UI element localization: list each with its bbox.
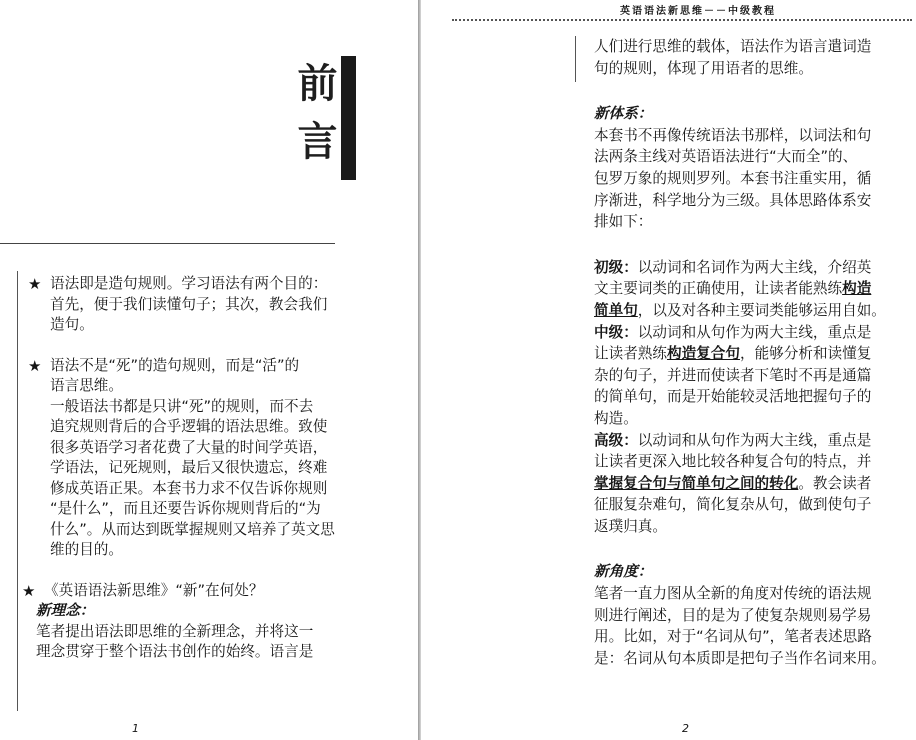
- section-angle: 新角度： 笔者一直力图从全新的角度对传统的语法规 则进行阐述，目的是为了使复杂规则易学易 用。比如，对于“名词从句”，笔者表述思路 是：名词从句本质即是把句子当作名词来用。: [594, 561, 912, 669]
- header-divider: [0, 243, 335, 244]
- margin-line: [575, 36, 576, 82]
- star-icon: ★: [28, 356, 42, 375]
- right-page: [422, 0, 916, 740]
- bullet-item: ★ 语法不是“死”的造句规则，而是“活”的 语言思维。 一般语法书都是只讲“死”的规则，而不去 追究规则背后的合乎逻辑的语法思维。致使 很多英语学习者花费了大量的时间学英语， 学语法，记死规则，最后又很快遗忘，终难 修成英语正果。本套书力求不仅告诉你规则 “是什么”，而且还要告诉你规则背后的“为 什么”。从而达到既掌握规则又培养了英文思 维的目的。: [28, 356, 335, 558]
- title-decoration-bar: [341, 56, 356, 180]
- level-label-intermediate: 中级：: [594, 323, 638, 341]
- star-icon: ★: [22, 581, 36, 600]
- margin-line: [17, 271, 18, 711]
- bullet-item: ★ 语法即是造句规则。学习语法有两个目的： 首先，便于我们读懂句子；其次，教会我们 造句。: [28, 275, 328, 333]
- preface-body-continued: [594, 36, 912, 669]
- level-label-beginner: 初级：: [594, 258, 638, 276]
- paragraph: 人们进行思维的载体，语法作为语言遣词造 句的规则，体现了用语者的思维。: [594, 38, 872, 77]
- section-heading: 新体系：: [594, 105, 653, 123]
- page-title: 前言: [291, 62, 338, 178]
- level-label-advanced: 高级：: [594, 431, 638, 449]
- section-levels: 初级：以动词和名词作为两大主线，介绍英 文主要词类的正确使用，让读者能熟练构造 简单句，以及对各种主要词类能够运用自如。 中级：以动词和从句作为两大主线，重点是 让读者熟练构造复合句，能够分析和读懂复 杂的句子，并进而使读者下笔时不再是通篇 的简单句，而是开始能较灵活地把握句子的 构造。 高级：以动词和从句作为两大主线，重点是 让读者更深入地比较各种复合句的特点，并 掌握复合句与简单句之间的转化。教会读者 征服复杂难句，简化复杂从句，做到使句子 返璞归真。: [594, 258, 886, 535]
- section-heading: 新角度：: [594, 563, 653, 581]
- sub-heading: 新理念：: [36, 602, 95, 619]
- section-system: 新体系： 本套书不再像传统语法书那样，以词法和句 法两条主线对英语语法进行“大而全”的、 包罗万象的规则罗列。本套书注重实用，循 序渐进，科学地分为三级。具体思路体系安 排如下：: [594, 103, 912, 233]
- star-icon: ★: [28, 275, 42, 293]
- page-number: 2: [682, 722, 689, 735]
- page-number: 1: [132, 722, 139, 735]
- running-header: 英语语法新思维－－中级教程: [452, 2, 912, 21]
- bullet-item: ★ 《英语语法新思维》“新”在何处？ 新理念： 笔者提出语法即思维的全新理念，并将这一 理念贯穿于整个语法书创作的始终。语言是: [22, 581, 368, 663]
- left-page: [0, 0, 420, 740]
- preface-body: [22, 274, 368, 683]
